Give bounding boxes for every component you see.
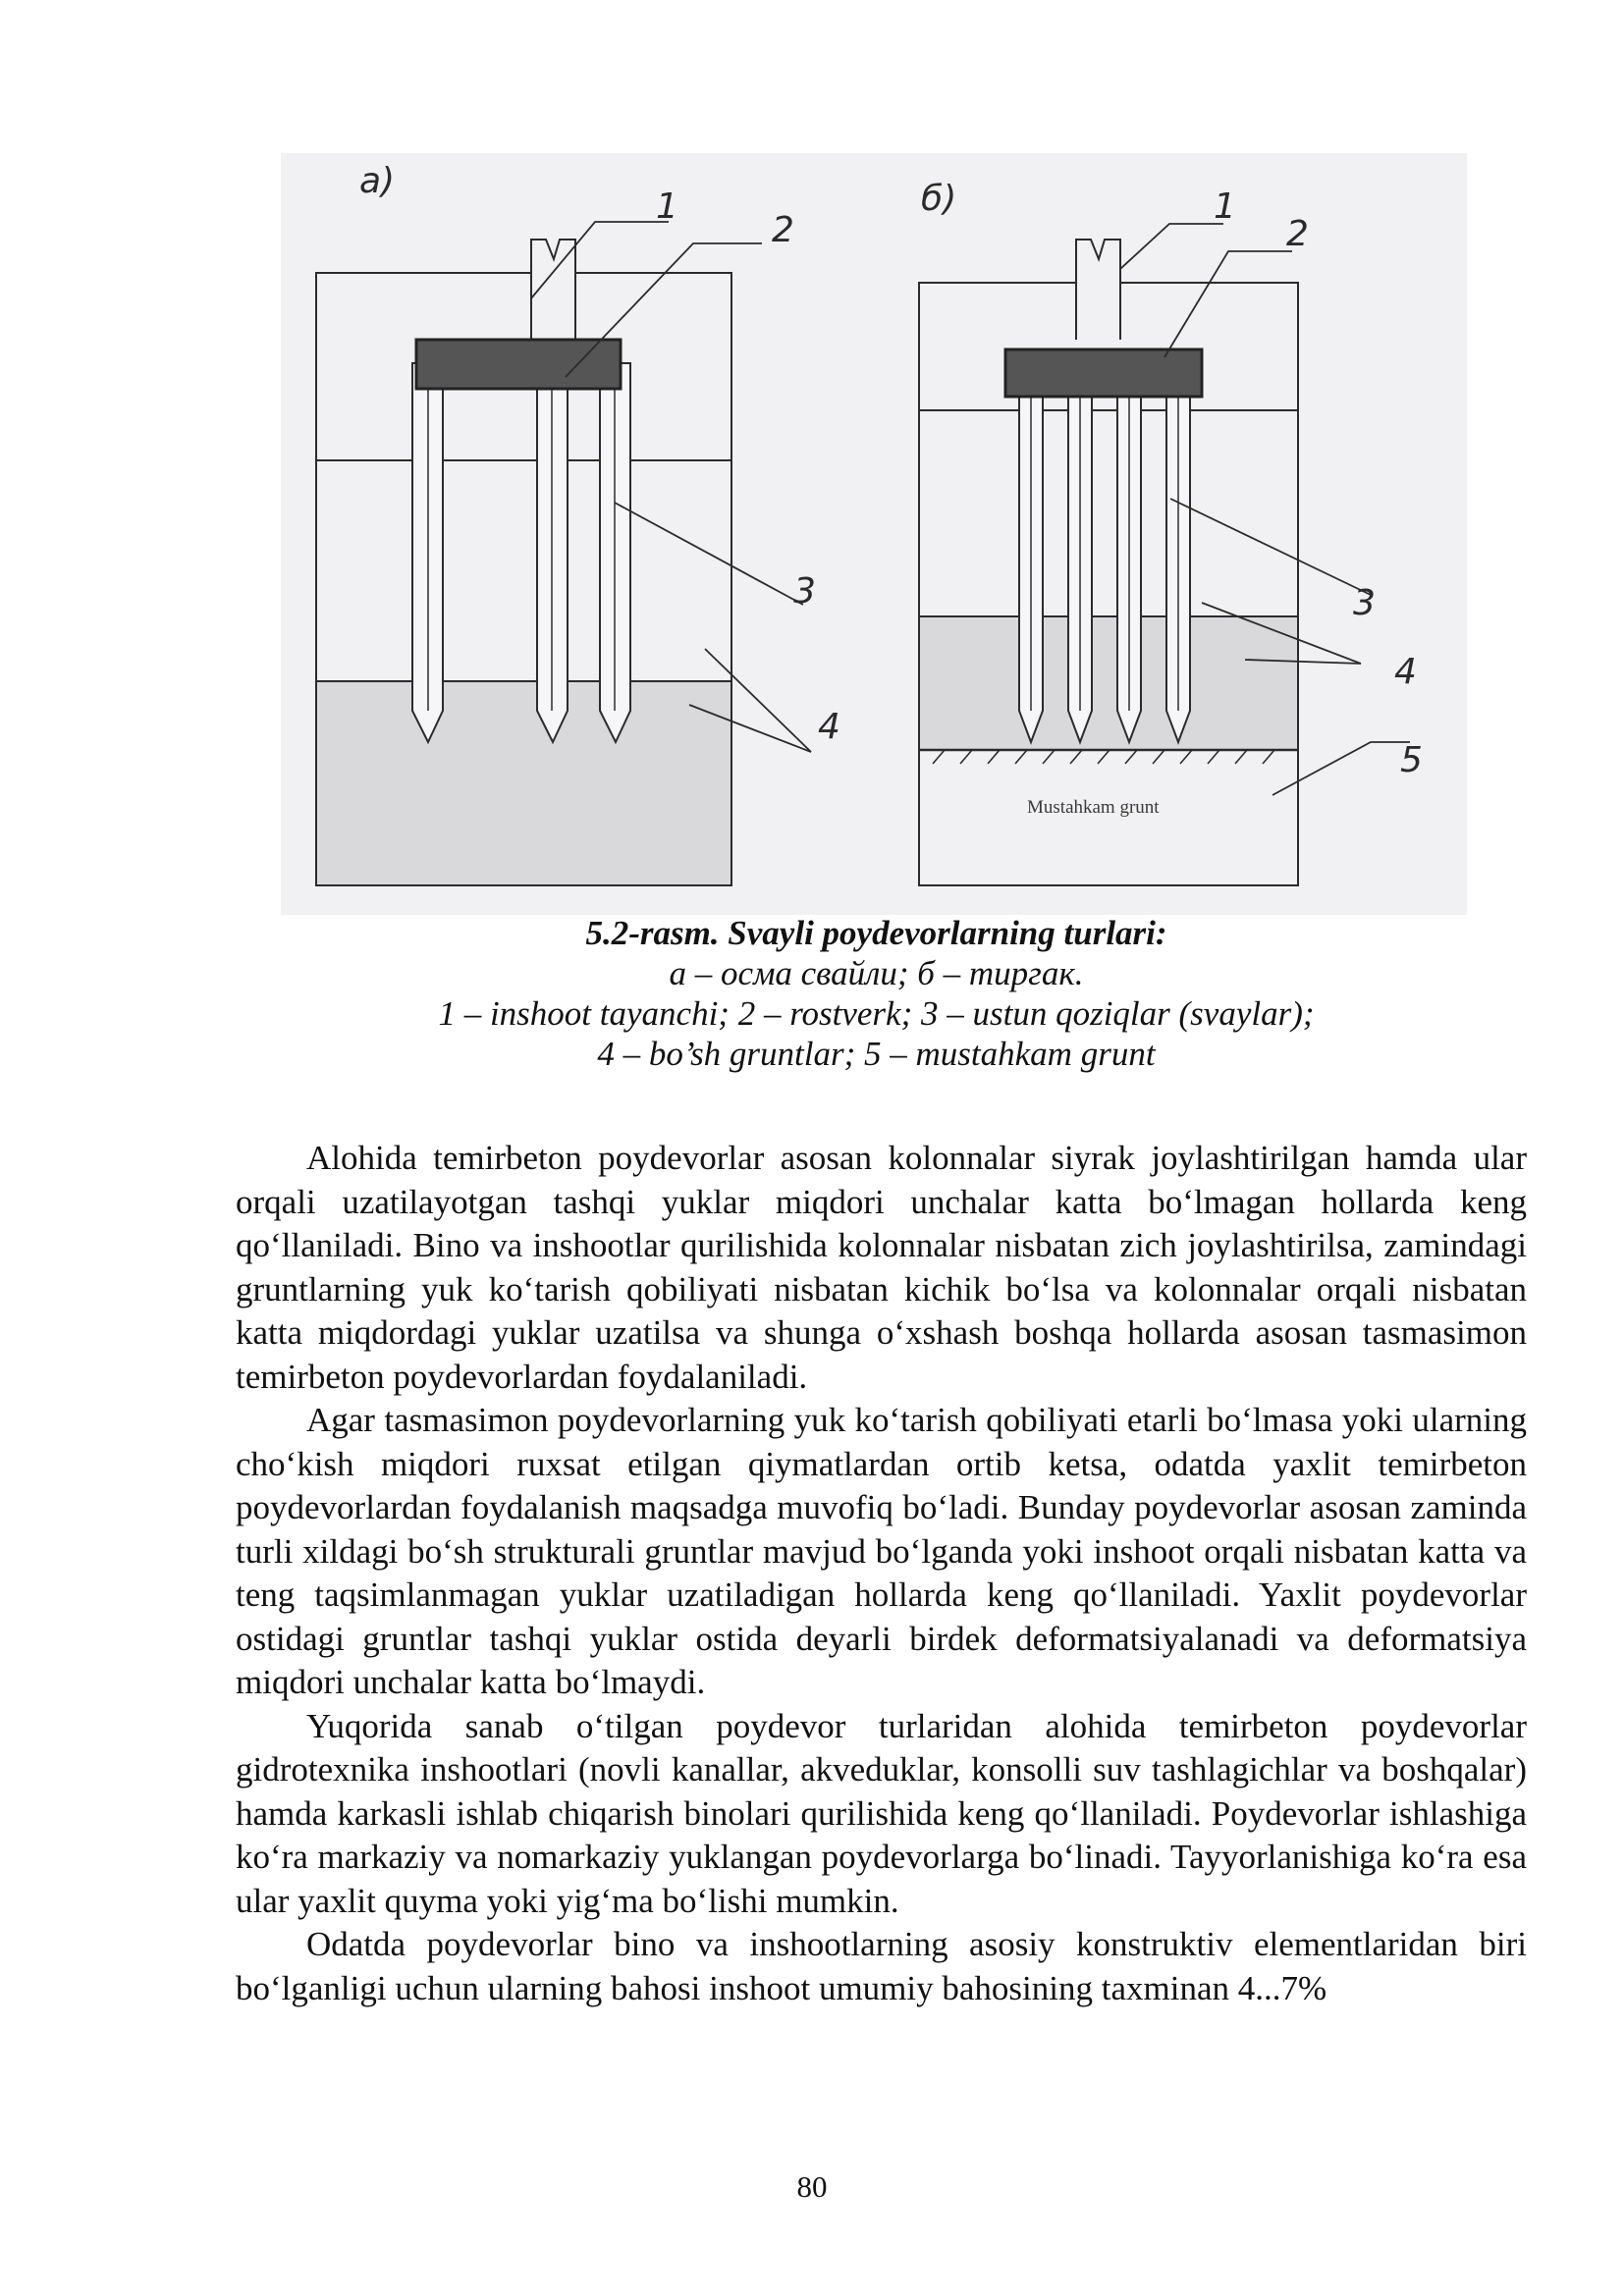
callout-a-2: 2 xyxy=(772,210,794,250)
panel-b-diagram xyxy=(919,224,1410,885)
strong-soil-label: Mustahkam grunt xyxy=(1027,797,1160,818)
callout-a-4: 4 xyxy=(818,707,840,747)
callout-a-3: 3 xyxy=(793,571,816,612)
caption-legend-line-2: 4 – bo’sh gruntlar; 5 – mustahkam grunt xyxy=(597,1035,1156,1073)
paragraph: Yuqorida sanab o‘tilgan poydevor turlaridan alohida temirbeton poydevorlar gidrotexnika inshootlari (novli kanallar, akveduklar, konsolli suv tashlagichlar va boshqalar) hamda karkasli ishlab chiqarish binolari qurilishida keng qo‘llaniladi. Poydevorlar ishlashiga ko‘ra markaziy va nomarkaziy yuklangan poydevorlarga bo‘linadi. Tayyorlanishiga ko‘ra esa ular yaxlit quyma yoki yig‘ma bo‘lishi mumkin. xyxy=(236,1706,1527,1920)
caption-subtitle: а – осма свайли; б – тиргак. xyxy=(669,954,1084,992)
callout-b-2: 2 xyxy=(1286,214,1309,254)
pile-foundation-figure xyxy=(281,153,1467,915)
panel-b-label: б) xyxy=(921,179,957,219)
body-text xyxy=(236,1137,1527,2010)
caption-legend-line-1: 1 – inshoot tayanchi; 2 – rostverk; 3 – ustun qoziqlar (svaylar); xyxy=(438,994,1315,1033)
callout-a-1: 1 xyxy=(656,187,678,227)
panel-a-diagram xyxy=(316,222,811,885)
caption-title: 5.2-rasm. Svayli poydevorlarning turlari: xyxy=(585,914,1167,952)
paragraph: Odatda poydevorlar bino va inshootlarning asosiy konstruktiv elementlaridan biri bo‘lganligi uchun ularning bahosi inshoot umumiy bahosining taxminan 4...7% xyxy=(236,1925,1527,2007)
callout-b-3: 3 xyxy=(1353,583,1376,623)
panel-a-label: a) xyxy=(359,161,396,201)
callout-b-5: 5 xyxy=(1400,740,1423,780)
page-number: 80 xyxy=(796,2169,828,2204)
figure-caption xyxy=(226,913,1527,1074)
paragraph: Agar tasmasimon poydevorlarning yuk ko‘tarish qobiliyati etarli bo‘lmasa yoki ularning cho‘kish miqdori ruxsat etilgan qiymatlardan ortib ketsa, odatda yaxlit temirbeton poydevorlardan foydalanish maqsadga muvofiq bo‘ladi. Bunday poydevorlar asosan zaminda turli xildagi bo‘sh strukturali gruntlar mavjud bo‘lganda yoki inshoot orqali nisbatan katta va teng taqsimlanmagan yuklar uzatiladigan hollarda keng qo‘llaniladi. Yaxlit poydevorlar ostidagi gruntlar tashqi yuklar ostida deyarli birdek deformatsiyalanadi va deformatsiya miqdori unchalar katta bo‘lmaydi. xyxy=(236,1401,1527,1701)
callout-b-4: 4 xyxy=(1394,652,1417,692)
paragraph: Alohida temirbeton poydevorlar asosan kolonnalar siyrak joylashtirilgan hamda ular orqali uzatilayotgan tashqi yuklar miqdori unchalar katta bo‘lmagan hollarda keng qo‘llaniladi. Bino va inshootlar qurilishida kolonnalar nisbatan zich joylashtirilsa, zamindagi gruntlarning yuk ko‘tarish qobiliyati nisbatan kichik bo‘lsa va kolonnalar orqali nisbatan katta miqdordagi yuklar uzatilsa va shunga o‘xshash boshqa hollarda asosan tasmasimon temirbeton poydevorlardan foydalaniladi. xyxy=(236,1139,1527,1396)
callout-b-1: 1 xyxy=(1214,187,1236,227)
